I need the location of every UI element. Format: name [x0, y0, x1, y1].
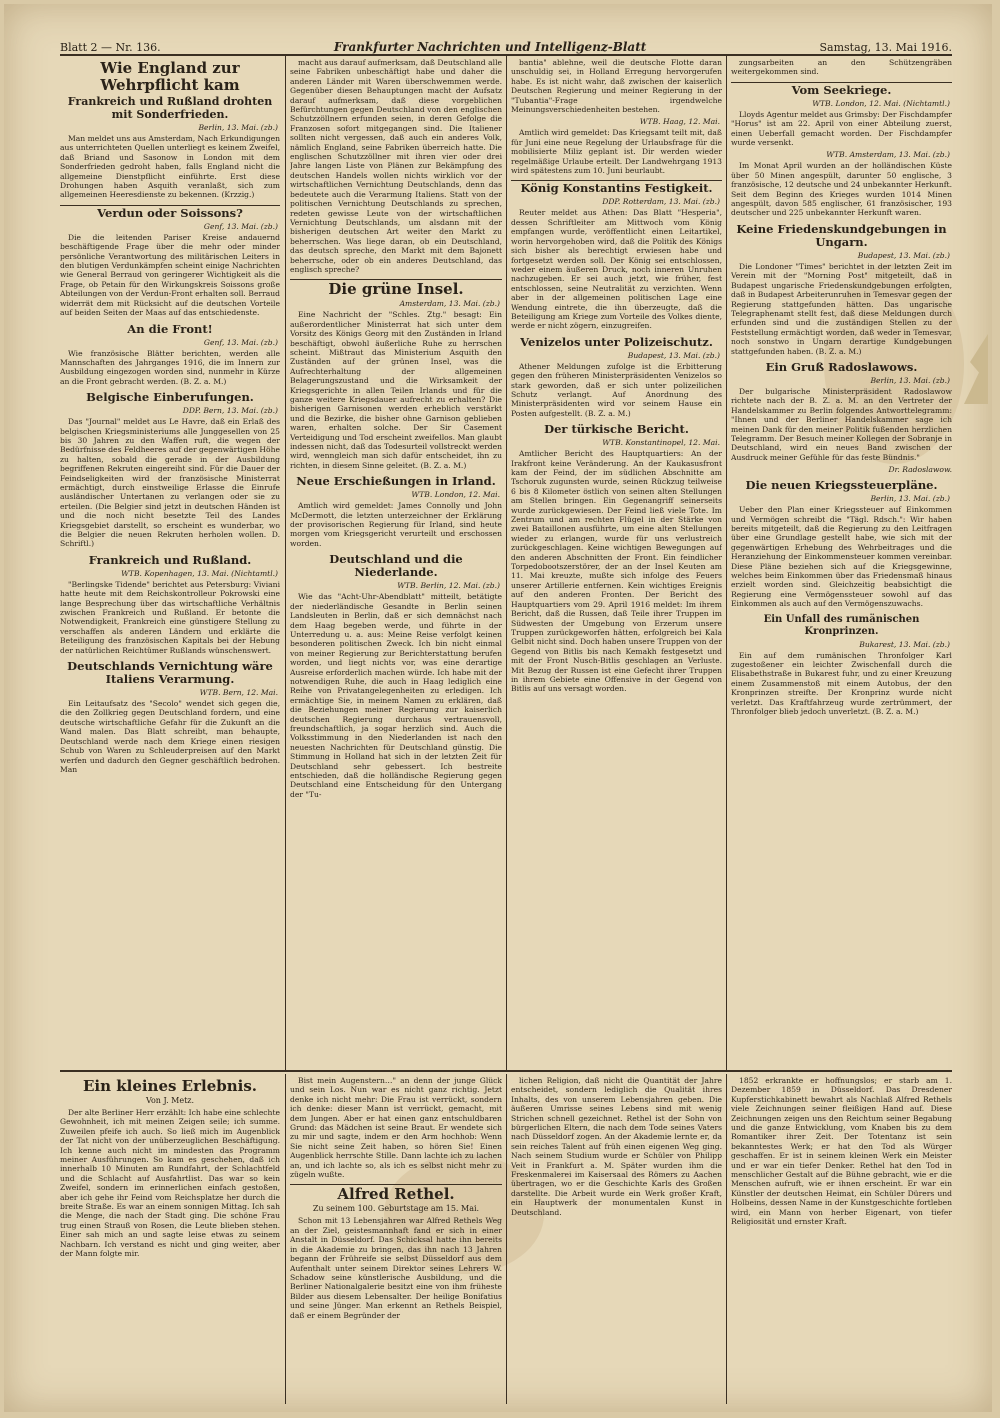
column-rule: [506, 56, 507, 1070]
article-heading: Belgische Einberufungen.: [86, 390, 254, 405]
article-text: Ueber den Plan einer Kriegssteuer auf Einkommen und Vermögen schreibt die "Tägl. Rdsch.": Wir haben bereits mitgeteilt, daß die Regierung zu den Leitfragen über eine Grundlage gestellt habe, wie sich mit der gegenwärtigen Erhebung des Wehrbeitrages und die Heranziehung der Einkommensteuer kommen vereinbar. Diese Pläne beziehen sich auf die Kriegsgewinne, welches beim Einkommen über das Friedensmaß hinaus erzielt worden sind. Gleichzeitig beabsichtigt die Regierung eine Vermögenssteuer sowohl auf das Einkommen als auch auf den Vermögenszuwachs.: [731, 505, 952, 609]
article-text: Ein Leitaufsatz des "Secolo" wendet sich gegen die, die den Zollkrieg gegen Deutschland fordern, und eine deutsche wirtschaftliche Gefahr für die Zukunft an die Wand malen. Das Blatt schreibt, man behaupte, Deutschland werde nach dem Kriege einen riesigen Schub von Waren zu Schleuderpreisen auf den Markt werfen und dadurch den Gegner geschäftlich bedrohen. Man: [60, 699, 280, 774]
column-2: [290, 58, 502, 1068]
subheadline: Frankreich und Rußland drohten mit Sonderfrieden.: [67, 95, 273, 121]
dateline: Amsterdam, 13. Mai. (zb.): [399, 299, 500, 309]
feuilleton-column-3: [511, 1076, 722, 1406]
dateline: WTB. Amsterdam, 13. Mai. (zb.): [826, 150, 950, 160]
article-heading: Die neuen Kriegssteuerpläne.: [745, 478, 938, 493]
masthead: [60, 32, 952, 56]
article-text: Die die leitenden Pariser Kreise andauernd beschäftigende Frage über die mehr oder minder persönliche Verantwortung des militärischen Leiters in den blutigen Verdunkämpfen scheint einige Nachrichten wie General Berraud von geringerer Wichtigkeit als die Frage, ob Petain für den Wirkungskreis Soissons große Abteilungen von der Verdun-Front erhalten soll. Berraud widerrät dem mit Rücksicht auf die deutschen Vorteile auf beiden Seiten der Maas auf das entschiedenste.: [60, 232, 280, 318]
article-heading: Ein Unfall des rumänischen Kronprinzen.: [763, 613, 920, 637]
article-heading: Ein Gruß Radoslawows.: [765, 359, 918, 374]
article-text: Der alte Berliner Herr erzählt: Ich habe eine schlechte Gewohnheit, ich mit meinen Zeigen seile; ich summe. Zuweilen pfeife ich auch. So ließ mich im Augenblick der Tat nicht von der unüberzeuglichen Beschäftigung. Ich kenne auch nicht im mindesten das Programm meiner Ausführungen. So kam es geschehen, daß ich innerhalb 10 Minuten am Rundfahrt, der Schlachtfeld und die Schlacht auf Ausfahrtlist. Das war so kein Zweifel, sondern im erinnerlichen einfach gestoßen, aber ich gehe ihr Feind vom Reichsplatze her durch die breite Straße. Es war an einem sonnigen Mittag. Ich sah die Menge, die nach der Stadt ging. Die schöne Frau trug einen Strauß von Rosen, die Leute blieben stehen. Einer sah mich an und sagte leise etwas zu seinem Nachbarn. Ich verstand es nicht und ging weiter, aber der Mann folgte mir.: [60, 1108, 280, 1259]
article-text: Amtlich wird gemeldet: James Connolly und John McDermott, die letzten unterzeichner der Erklärung der provisorischen Regierung für Irland, sind heute morgen vom Kriegsgericht verurteilt und erschossen worden.: [290, 501, 502, 548]
column-4: [731, 58, 952, 1068]
column-rule: [726, 1074, 727, 1404]
signature: Dr. Radoslawow.: [888, 465, 952, 475]
masthead-title: Frankfurter Nachrichten und Intelligenz-Blatt: [333, 40, 647, 54]
article-heading: Frankreich und Rußland.: [88, 552, 252, 567]
column-1: [60, 58, 280, 1068]
article-text: Amtlicher Bericht des Hauptquartiers: An der Irakfront keine Veränderung. An der Kaukasusfront kam der Feind, der im südlichen Abschnitte am Tschoruk zugunsten wurde, seinen Rückzug teilweise 6 bis 8 Kilometer östlich von seinen alten Stellungen am Stellen bringen. Ein Gegenangriff seinerseits wurde zurückgewiesen. Der Feind ließ viele Tote. Im Zentrum und am rechten Flügel in der Stärke von zwei Bataillonen ausführte, um eine alten Stellungen wieder zu erlangen, wurde für uns verlustreich zurückgeschlagen. Keine wichtigen Bewegungen auf den anderen Abschnitten der Front. Ein feindlicher Torpedobootszerstörer, der an der Insel Keuten am 11. Mai kreuzte, mußte sich infolge des Feuers unserer Artillerie entfernen. Kein wichtiges Ereignis auf den anderen Fronten. Der Bericht des Hauptquartiers vom 29. April 1916 meldet: Im ihrem Bericht, daß die Russen, daß Teile ihrer Truppen im Südwesten der Umgebung von Erzerum unsere Truppen zurückgeworfen hätten, erfolgreich bei Kala Gelbit nicht sind. Doch haben unsere Truppen von der Gegend von Bitlis bis nach Kemakh festgesetzt und mit der Front Nusch-Bitlis geschlagen an Verluste. Mit Bezug der Russen ist eine Gefecht ihrer Truppen in ihrem Gebiete eine Offensive in der Gegend von Bitlis auf uns versagt worden.: [511, 449, 722, 694]
article-text: macht aus darauf aufmerksam, daß Deutschland alle seine Fabriken unbeschäftigt habe und daher die anderen Länder mit Waren überschwemmen werde. Gegenüber diesen Behauptungen macht der Aufsatz darauf aufmerksam, daß diese vorgeblichen Befürchtungen gegen Deutschland von den englischen Schutzzöllnern erfunden seien, in deren Gefolge die Franzosen sofort mitgegangen sind. Die Italiener sollten nicht vergessen, daß auch ein anderes Volk, nämlich England, seine Fabriken überreich hatte. Die englischen Schutzzöllner mit ihren vier oder drei Jahre langen Liste von Plänen zur Bekämpfung des deutschen Handels wollen nichts wirklich vor der wirtschaftlichen Vernichtung Deutschlands, denn das bedeutete auch die Verarmung Italiens. Statt von der politischen Vernichtung Deutschlands zu sprechen, redeten gewisse Leute von der wirtschaftlichen Vernichtung Deutschlands, um alsdann mit der bisherigen deutschen Art weiter den Markt zu beherrschen. Was liege daran, ob ein Deutschland, das deutsch spreche, den Markt mit dem Bajonett beherrsche, oder ob ein anderes Deutschland, das englisch spreche?: [290, 58, 502, 274]
article-text: lichen Religion, daß nicht die Quantität der Jahre entscheidet, sondern lediglich die Qualität ihres Inhalts, des von unserem Lebensjahren geben. Die äußeren Umrisse seines Lebens sind mit wenig Strichen schnell gezeichnet. Rethel ist der Sohn von bürgerlichen Eltern, die nach dem Tode seines Vaters nach Düsseldorf zogen. An der Akademie lernte er, da sein reiches Talent auf früh einen eigenen Weg ging. Nach seinem Studium wurde er Schüler von Philipp Veit in Frankfurt a. M. Später wurden ihm die Freskenmalerei im Kaisersaal des Römers zu Aachen übertragen, wo er die Geschichte Karls des Großen darstellte. Die Arbeit wurde ein Werk großer Kraft, ein Hauptwerk der monumentalen Kunst in Deutschland.: [511, 1076, 722, 1217]
dateline: Berlin, 13. Mai. (zb.): [198, 123, 278, 132]
feuilleton-heading: Ein kleines Erlebnis.: [82, 1077, 258, 1095]
feuilleton-column-2: [290, 1076, 502, 1406]
dateline: DDP. Bern, 13. Mai. (zb.): [182, 406, 278, 416]
article-text: zungsarbeiten an den Schützengräben weitergekommen sind.: [731, 58, 952, 77]
dateline: Berlin, 13. Mai. (zb.): [870, 375, 950, 385]
column-rule: [285, 56, 286, 1070]
article-text: Eine Nachricht der "Schles. Ztg." besagt: Ein außerordentlicher Ministerrat hat sich unter dem Vorsitz des Königs Georg mit den Zuständen in Irland beschäftigt, obwohl äußerliche Ruhe zu herrschen scheint. Mißtraut das Ministerium Asquith den Zuständen auf der grünen Insel, was die Aufrechterhaltung der allgemeinen Belagerungszustand und die Wirksamkeit der Kriegsgerichte in allen Teilen Irlands und für die ganze weitere Kriegsdauer aufrecht zu erhalten? Die bisherigen Garnisonen werden erheblich verstärkt und die Bezirke, die bisher ohne Garnison geblieben waren, erhalten solche. Der Sir Casement Verteidigung und Tod erscheint zweifellos. Man glaubt indessen nicht, daß das Todesurteil vollstreckt werden wird, wenngleich man sich dafür entscheidet, ihn zu richten, in diesem Sinne geleitet. (B. Z. a. M.): [290, 310, 502, 470]
feuilleton-column-4: [731, 1076, 952, 1406]
feuilleton-heading: Alfred Rethel.: [290, 1184, 502, 1203]
dateline: WTB. Konstantinopel, 12. Mai.: [602, 438, 720, 448]
article-heading: Der türkische Bericht.: [544, 422, 689, 437]
article-text: Im Monat April wurden an der holländischen Küste über 50 Minen angespült, darunter 50 englische, 3 französische, 12 deutsche und 24 unbekannter Herkunft. Seit dem Beginn des Krieges wurden 1014 Minen angespült, davon 585 englischer, 61 französischer, 193 deutscher und 225 unbekannter Herkunft waren.: [731, 161, 952, 218]
article-heading: Vom Seekriege.: [731, 82, 952, 97]
dateline: WTB. Bern, 12. Mai.: [199, 688, 278, 698]
article-text: Reuter meldet aus Athen: Das Blatt "Hesperia", dessen Schriftleiter am Mittwoch vom König empfangen wurde, veröffentlicht einen Leitartikel, worin hervorgehoben wird, daß die Politik des Königs sich bisher als berechtigt erwiesen habe und fortgesetzt werden soll. Der König sei entschlossen, weder einem äußeren Druck, noch inneren Unruhen nachzugeben. Er sei auch jetzt, wie früher, fest entschlossen, seine Neutralität zu verzichten. Wenn aber in der allgemeinen politischen Lage eine Wendung eintrete, die ihn überzeugte, daß die Beteiligung am Kriege zum Vorteile des Volkes diente, werde er nicht zögern, einzugreifen.: [511, 208, 722, 331]
column-3: [511, 58, 722, 1068]
dateline: WTB. London, 12. Mai. (Nichtamtl.): [812, 98, 950, 108]
article-text: Lloyds Agentur meldet aus Grimsby: Der Fischdampfer "Horus" ist am 22. April von einer Abteilung zuerst, einen Ueberfall gemacht worden. Der Fischdampfer wurde versenkt.: [731, 109, 952, 148]
article-text: bantia" ablehne, weil die deutsche Flotte daran unschuldig sei, in Holland Erregung hervorgerufen habe. Es ist nicht wahr, daß zwischen der kaiserlich Deutschen Regierung und meiner Regierung in der "Tubantia"-Frage irgendwelche Meinungsverschiedenheiten bestehen.: [511, 58, 722, 115]
masthead-date: Samstag, 13. Mai 1916.: [819, 41, 952, 54]
dateline: WTB. Haag, 12. Mai.: [639, 117, 720, 127]
article-text: Amtlich wird gemeldet: Das Kriegsamt teilt mit, daß für Juni eine neue Regelung der Urlaubsfrage für die mobilisierte Miliz geplant ist. Dir werden wieder regelmäßige Urlaube erteilt. Der Landwehrgang 1913 wird spätestens zum 10. Juni beurlaubt.: [511, 128, 722, 176]
article-text: Die Londoner "Times" berichtet in der letzten Zeit im Verein mit der "Morning Post" mitgeteilt, daß in Budapest ungarische Friedenskundgebungen erfolgten, daß in Budapest Arbeiterunruhen in Temesvar gegen der Regierung stattgefunden hätten. Das ungarische Telegraphenamt stellt fest, daß diese Meldungen durch erfunden sind und die zuständigen Stellen zu der Feststellung ermächtigt worden, daß weder in Temesvar, noch sonstwo in Ungarn derartige Kundgebungen stattgefunden haben. (B. Z. a. M.): [731, 261, 952, 356]
column-rule: [506, 1074, 507, 1404]
dateline: WTB. London, 12. Mai.: [411, 490, 500, 500]
article-heading: Keine Friedenskundgebungen in Ungarn.: [736, 221, 947, 249]
article-heading: Venizelos unter Polizeischutz.: [520, 334, 713, 349]
dateline: Genf, 13. Mai. (zb.): [203, 221, 278, 231]
newspaper-page: [4, 4, 992, 1412]
article-text: Wie französische Blätter berichten, werden alle Mannschaften des Jahrganges 1916, die im Innern zur Ausbildung eingezogen worden sind, nunmehr in Kürze an die Front gebracht werden. (B. Z. a. M.): [60, 348, 280, 386]
article-text: "Berlingske Tidende" berichtet aus Petersburg: Viviani hatte heute mit dem Reichskontrolleur Pokrowski eine lange Besprechung über das wirtschaftliche Verhältnis zwischen Frankreich und Rußland. Er betonte die Notwendigkeit, Frankreich eine günstigere Stellung zu verschaffen als anderen Ländern und erklärte die Beteiligung des französischen Kapitals bei der Hebung der natürlichen Reichtümer Rußlands wünschenswert.: [60, 579, 280, 655]
article-heading: Deutschlands Vernichtung wäre Italiens Verarmung.: [67, 659, 273, 687]
article-text: Das "Journal" meldet aus Le Havre, daß ein Erlaß des belgischen Kriegsministeriums alle Junggesellen von 25 bis 30 Jahren zu den Waffen ruft, die wegen der Bedürfnisse des Feldheeres auf der gegenwärtigen Höhe zu halten, sobald die gerade in der Ausbildung begriffenen Rekruten eingereiht sind. Für die Dauer der Feindseligkeiten wird der französische Ministerrat ermächtigt, durch einstweilige Erlasse die Einrufe ausländischer Untertanen zu verlangen oder sie zu erteilen. (Die Belgier sind jetzt in deutschen Händen ist und die noch nicht besetzte Teil des Landes Kriegsgebiet darstellt, so erscheint es wunderbar, wo die Belgier die neuen Rekruten herholen wollen. D. Schriftl.): [60, 417, 280, 549]
article-text: Wie das "Acht-Uhr-Abendblatt" mitteilt, betätigte der niederländische Gesandte in Berlin seinen Landsleuten in Berlin, daß er sich demnächst nach dem Haag begeben werde, und führte in der Unterredung u. a. aus: Meine Reise verfolgt keinen besonderen politischen Zweck. Ich bin nicht einmal von meiner Regierung zur Berichterstattung berufen worden, und liegt nichts vor, was eine derartige Ausreise erforderlich machen würde. Ich habe mit der notwendigen Ruhe, die auch in Haag lediglich eine Reihe von Privatangelegenheiten zu erledigen. Ich ermächtige Sie, in meinem Namen zu erklären, daß die Beziehungen meiner Regierung zur kaiserlich deutschen Regierung durchaus vertrauensvoll, freundschaftlich, ja sogar herzlich sind. Auch die Volksstimmung in den Niederlanden ist nach den neuesten Nachrichten für Deutschland günstig. Die Stimmung in Holland hat sich in der letzten Zeit für Deutschland sehr gebessert. Ich bestreite entschieden, daß die holländische Regierung gegen Deutschland eine Entscheidung für den Untergang der "Tu-: [290, 592, 502, 799]
article-text: Athener Meldungen zufolge ist die Erbitterung gegen den früheren Ministerpräsidenten Venizelos so stark geworden, daß er sich unter polizeilichen Schutz verlangt. Auf Anordnung des Ministerpräsidenten wird vor seinem Hause ein Posten aufgestellt. (B. Z. a. M.): [511, 361, 722, 418]
article-text: 1852 erkrankte er hoffnungslos; er starb am 1. Dezember 1859 in Düsseldorf. Das Dresdener Kupferstichkabinett bewahrt als Nachlaß Alfred Rethels viele Zeichnungen seiner fleißigen Hand auf. Diese Zeichnungen zeigen uns den Reichtum seiner Begabung und die ganze Entwicklung, vom Knaben bis zu dem Romantiker ihrer Zeit. Der Totentanz ist sein bekanntestes Werk; er hat den Tod als Würger geschaffen. Er ist in seinem kleinen Werk ein Meister und er war ein tiefer Denker. Rethel hat den Tod in menschlicher Gestalt auf die Bühne gebracht, wie er die Menschen aufruft, wie er ihnen erscheint. Er war ein Künstler der deutschen Heimat, ein Schüler Dürers und Holbeins, dessen Name in der Kunstgeschichte fortleben wird, ein Mann von herber Eigenart, von tiefer Religiosität und ernster Kraft.: [731, 1076, 952, 1227]
headline: Wie England zur Wehrpflicht kam: [100, 59, 240, 94]
byline: Von J. Metz.: [145, 1096, 195, 1105]
dateline: Budapest, 13. Mai. (zb.): [627, 350, 720, 360]
article-text: Der bulgarische Ministerpräsident Radoslawow richtete nach der B. Z. a. M. an den Vertreter der Handelskammer zu Berlin folgendes Antworttelegramm: "Ihnen und der Berliner Handelskammer sage ich meinen Dank für den meiner Politik fußenden herzlichen Telegramm. Der Besuch meiner Kollegen der Sobranje in Deutschland, wird ein neues Band zwischen der Ausdruck meiner Gefühle für das feste Bündnis.": [731, 386, 952, 462]
column-rule: [285, 1074, 286, 1404]
dateline: DDP. Rotterdam, 13. Mai. (zb.): [602, 197, 720, 207]
dateline: WTB. Berlin, 12. Mai. (zb.): [397, 581, 500, 591]
article-heading: Die grüne Insel.: [290, 279, 502, 298]
subheadline: Zu seinem 100. Geburtstage am 15. Mai.: [312, 1204, 480, 1214]
feuilleton-rule: [60, 1070, 952, 1072]
article-text: Man meldet uns aus Amsterdam, Nach Erkundigungen aus unterrichteten Quellen unterliegt es keinem Zweifel, daß Briand und Sasonow in London mit dem Sonderfrieden gedroht haben, falls England nicht die allgemeine Dienstpflicht einführte. Erst diese Drohungen haben Asquith veranlaßt, sich zum allgemeinen Heeresdienste zu bekennen. (Krzzig.): [60, 134, 280, 200]
feuilleton-column-1: [60, 1076, 280, 1406]
dateline: Budapest, 13. Mai. (zb.): [857, 250, 950, 260]
masthead-issue: Blatt 2 — Nr. 136.: [60, 41, 161, 54]
dateline: Bukarest, 13. Mai. (zb.): [859, 639, 950, 649]
dateline: WTB. Kopenhagen, 13. Mai. (Nichtamtl.): [121, 568, 278, 578]
article-heading: Verdun oder Soissons?: [60, 205, 280, 220]
dateline: Genf, 13. Mai. (zb.): [203, 337, 278, 347]
article-text: Schon mit 13 Lebensjahren war Alfred Rethels Weg an der Ziel, geistesmannhaft fand er sich in einer Anstalt in Düsseldorf. Das Schicksal hatte ihn bereits in die Akademie zu bringen, das ihn nach 13 Jahren begann der Frühreife sie selbst Düsseldorf aus dem Aufenthalt unter seinem Direktor seines Lehrers W. Schadow seine künstlerische Ausbildung, und die Berliner Nationalgalerie besitzt eine von ihm früheste Bilder aus diesem Lebensalter. Der heilige Bonifatius und seine Jünger. Man erkennt an Rethels Beispiel, daß er einem Begründer der: [290, 1216, 502, 1320]
article-heading: König Konstantins Festigkeit.: [511, 180, 722, 195]
article-text: Bist mein Augenstern…" an denn der junge Glück und sein Los. Nun war es nicht ganz richtig. Jetzt denke ich nicht mehr: Die Frau ist verrückt, sondern ich denke: dieser Mann ist verrückt, gemacht, mit dem Jungen. Aber er hat einen ganz entschuldbaren Grund: das Mädchen ist seine Braut. Er wendete sich zu mir und sagte, indem er den Arm hochhob: Wenn Sie nicht seine Zeit haben, so hören Sie! Einen Augenblick herrschte Stille. Dann lachte ich zu lachen an, und ich lachte so, als ich es selbst nicht mehr zu zügeln wußte.: [290, 1076, 502, 1180]
article-text: Ein auf dem rumänischen Thronfolger Karl zugestoßener ein leichter Zwischenfall durch die Elisabethstraße in Bukarest fuhr, und zu einer Kreuzung einem Zusammenstoß mit einem Autobus, der den Kronprinzen streifte. Der Kronprinz wurde nicht verletzt. Das Kraftfahrzeug wurde zertrümmert, der Thronfolger blieb jedoch unverletzt. (B. Z. a. M.): [731, 650, 952, 717]
dateline: Berlin, 13. Mai. (zb.): [870, 494, 950, 504]
article-heading: Neue Erschießungen in Irland.: [296, 474, 496, 489]
column-rule: [726, 56, 727, 1070]
article-heading: An die Front!: [127, 321, 213, 336]
article-heading: Deutschland und die Niederlande.: [329, 552, 463, 580]
